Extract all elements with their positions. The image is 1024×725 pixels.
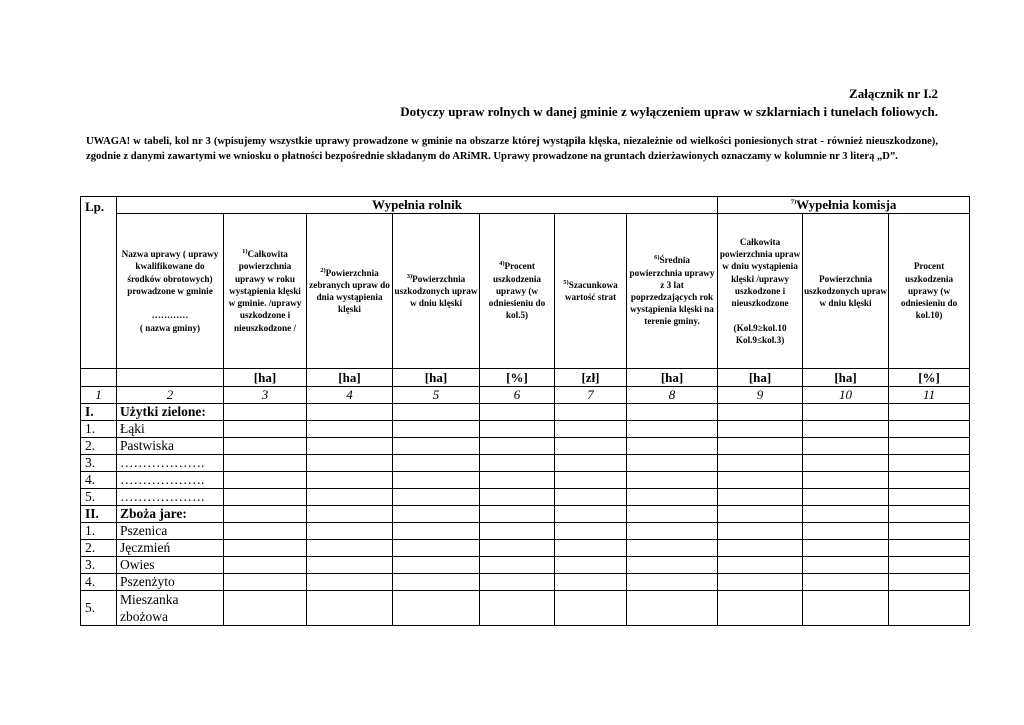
col9-header: Całkowita powierzchnia upraw w dniu wystąpienia klęski /uprawy uszkodzone i nieuszkodzone (Kol.9≥kol.10 Kol.9≤kol.3) (718, 214, 803, 369)
row-crop-name: Pastwiska (117, 438, 224, 455)
table-row (81, 591, 970, 626)
row-lp: 5. (81, 591, 117, 626)
empty-data-cell[interactable] (555, 421, 627, 438)
empty-data-cell[interactable] (224, 404, 307, 421)
column-number: 3 (224, 387, 307, 404)
empty-data-cell[interactable] (627, 421, 718, 438)
row-crop-name: Pszenżyto (117, 574, 224, 591)
empty-data-cell[interactable] (307, 540, 393, 557)
empty-data-cell[interactable] (718, 455, 803, 472)
table-row (81, 540, 970, 557)
empty-data-cell[interactable] (803, 574, 889, 591)
unit-cell-empty (117, 369, 224, 387)
empty-data-cell[interactable] (307, 523, 393, 540)
empty-data-cell[interactable] (889, 421, 970, 438)
empty-data-cell[interactable] (480, 591, 555, 626)
empty-data-cell[interactable] (393, 540, 480, 557)
col3-header: $^{1)}$Całkowita powierzchnia uprawy w roku wystąpienia klęski w gminie. /uprawy uszkodzone i nieuszkodzone / (224, 214, 307, 369)
empty-data-cell[interactable] (627, 438, 718, 455)
column-number: 2 (117, 387, 224, 404)
empty-data-cell[interactable] (627, 557, 718, 574)
empty-data-cell[interactable] (555, 472, 627, 489)
empty-data-cell[interactable] (224, 574, 307, 591)
empty-data-cell[interactable] (889, 557, 970, 574)
empty-data-cell[interactable] (480, 523, 555, 540)
empty-data-cell[interactable] (480, 472, 555, 489)
empty-data-cell[interactable] (718, 557, 803, 574)
empty-data-cell[interactable] (889, 404, 970, 421)
column-number: 1 (81, 387, 117, 404)
empty-data-cell[interactable] (718, 574, 803, 591)
unit-cell: [ha] (718, 369, 803, 387)
empty-data-cell[interactable] (803, 506, 889, 523)
column-number: 5 (393, 387, 480, 404)
row-crop-name: Owies (117, 557, 224, 574)
unit-cell: [%] (889, 369, 970, 387)
empty-data-cell[interactable] (307, 438, 393, 455)
row-lp: 4. (81, 574, 117, 591)
table-row (81, 421, 970, 438)
empty-data-cell[interactable] (718, 540, 803, 557)
empty-data-cell[interactable] (889, 574, 970, 591)
empty-data-cell[interactable] (480, 540, 555, 557)
row-lp: 3. (81, 455, 117, 472)
empty-data-cell[interactable] (224, 421, 307, 438)
empty-data-cell[interactable] (224, 472, 307, 489)
empty-data-cell[interactable] (555, 489, 627, 506)
empty-data-cell[interactable] (627, 404, 718, 421)
empty-data-cell[interactable] (627, 591, 718, 626)
empty-data-cell[interactable] (555, 506, 627, 523)
section-row (81, 404, 970, 421)
row-lp: II. (81, 506, 117, 523)
empty-data-cell[interactable] (718, 421, 803, 438)
empty-data-cell[interactable] (803, 591, 889, 626)
empty-data-cell[interactable] (803, 540, 889, 557)
row-crop-name: Mieszanka zbożowa (117, 591, 224, 626)
unit-cell: [ha] (224, 369, 307, 387)
empty-data-cell[interactable] (889, 523, 970, 540)
row-lp: 1. (81, 523, 117, 540)
table-row (81, 438, 970, 455)
empty-data-cell[interactable] (803, 523, 889, 540)
empty-data-cell[interactable] (393, 506, 480, 523)
empty-data-cell[interactable] (803, 472, 889, 489)
empty-data-cell[interactable] (224, 523, 307, 540)
row-crop-name: Łąki (117, 421, 224, 438)
col7-header: $^{5)}$Szacunkowa wartość strat (555, 214, 627, 369)
empty-data-cell[interactable] (393, 523, 480, 540)
empty-data-cell[interactable] (393, 438, 480, 455)
row-lp: 1. (81, 421, 117, 438)
col10-header: Powierzchnia uszkodzonych upraw w dniu klęski (803, 214, 889, 369)
empty-data-cell[interactable] (224, 489, 307, 506)
empty-data-cell[interactable] (307, 591, 393, 626)
empty-data-cell[interactable] (307, 489, 393, 506)
empty-data-cell[interactable] (803, 438, 889, 455)
empty-data-cell[interactable] (224, 591, 307, 626)
annex-subject: Dotyczy upraw rolnych w danej gminie z wyłączeniem upraw w szklarniach i tunelach foliowych. (400, 104, 938, 119)
unit-cell: [ha] (627, 369, 718, 387)
empty-data-cell[interactable] (555, 438, 627, 455)
empty-data-cell[interactable] (307, 574, 393, 591)
row-crop-name: Jęczmień (117, 540, 224, 557)
column-number: 7 (555, 387, 627, 404)
unit-cell: [zł] (555, 369, 627, 387)
row-lp: 5. (81, 489, 117, 506)
empty-data-cell[interactable] (889, 472, 970, 489)
row-lp: 2. (81, 540, 117, 557)
annex-number: Załącznik nr I.2 (849, 86, 938, 101)
empty-data-cell[interactable] (393, 421, 480, 438)
empty-data-cell[interactable] (307, 472, 393, 489)
empty-data-cell[interactable] (803, 489, 889, 506)
empty-data-cell[interactable] (627, 489, 718, 506)
row-lp: 3. (81, 557, 117, 574)
row-name-placeholder[interactable]: ………………. (117, 489, 224, 506)
table-row (81, 472, 970, 489)
empty-data-cell[interactable] (627, 455, 718, 472)
empty-data-cell[interactable] (718, 438, 803, 455)
section-row (81, 506, 970, 523)
unit-cell-empty (81, 369, 117, 387)
row-lp: I. (81, 404, 117, 421)
row-lp: 4. (81, 472, 117, 489)
empty-data-cell[interactable] (555, 591, 627, 626)
empty-data-cell[interactable] (307, 421, 393, 438)
unit-cell: [ha] (803, 369, 889, 387)
empty-data-cell[interactable] (889, 540, 970, 557)
empty-data-cell[interactable] (718, 404, 803, 421)
empty-data-cell[interactable] (803, 455, 889, 472)
empty-data-cell[interactable] (393, 472, 480, 489)
empty-data-cell[interactable] (803, 404, 889, 421)
empty-data-cell[interactable] (224, 455, 307, 472)
crop-damage-table (80, 196, 970, 626)
column-number: 6 (480, 387, 555, 404)
column-number: 8 (627, 387, 718, 404)
group-rolnik-header: Wypełnia rolnik (117, 197, 718, 214)
column-number: 4 (307, 387, 393, 404)
empty-data-cell[interactable] (627, 472, 718, 489)
empty-data-cell[interactable] (555, 455, 627, 472)
unit-cell: [%] (480, 369, 555, 387)
empty-data-cell[interactable] (555, 540, 627, 557)
empty-data-cell[interactable] (480, 421, 555, 438)
column-number: 10 (803, 387, 889, 404)
row-crop-name: Zboża jare: (117, 506, 224, 523)
col11-header: Procent uszkodzenia uprawy (w odniesieniu do kol.10) (889, 214, 970, 369)
table-row (81, 489, 970, 506)
table-row (81, 574, 970, 591)
empty-data-cell[interactable] (224, 557, 307, 574)
row-lp: 2. (81, 438, 117, 455)
empty-data-cell[interactable] (627, 540, 718, 557)
crop-rows (81, 404, 970, 626)
empty-data-cell[interactable] (307, 404, 393, 421)
empty-data-cell[interactable] (480, 404, 555, 421)
table-row (81, 557, 970, 574)
empty-data-cell[interactable] (718, 489, 803, 506)
unit-cell: [ha] (307, 369, 393, 387)
empty-data-cell[interactable] (718, 523, 803, 540)
table-row (81, 523, 970, 540)
empty-data-cell[interactable] (307, 557, 393, 574)
table-row (81, 455, 970, 472)
empty-data-cell[interactable] (393, 404, 480, 421)
column-numbers-row (81, 387, 970, 404)
empty-data-cell[interactable] (555, 523, 627, 540)
empty-data-cell[interactable] (889, 591, 970, 626)
group-komisja-header: $^{7)}$Wypełnia komisja (718, 197, 970, 214)
empty-data-cell[interactable] (393, 557, 480, 574)
units-row (81, 369, 970, 387)
column-number: 9 (718, 387, 803, 404)
empty-data-cell[interactable] (555, 404, 627, 421)
row-name-placeholder[interactable]: ………………. (117, 455, 224, 472)
empty-data-cell[interactable] (393, 591, 480, 626)
empty-data-cell[interactable] (224, 438, 307, 455)
row-crop-name: Pszenica (117, 523, 224, 540)
row-crop-name: Użytki zielone: (117, 404, 224, 421)
empty-data-cell[interactable] (393, 574, 480, 591)
column-number: 11 (889, 387, 970, 404)
empty-data-cell[interactable] (889, 506, 970, 523)
empty-data-cell[interactable] (889, 455, 970, 472)
empty-data-cell[interactable] (480, 506, 555, 523)
col6-header: $^{4)}$Procent uszkodzenia uprawy (w odniesieniu do kol.5) (480, 214, 555, 369)
empty-data-cell[interactable] (393, 489, 480, 506)
empty-data-cell[interactable] (627, 523, 718, 540)
empty-data-cell[interactable] (224, 540, 307, 557)
unit-cell: [ha] (393, 369, 480, 387)
warning-note: UWAGA! w tabeli, kol nr 3 (wpisujemy wszystkie uprawy prowadzone w gminie na obszarze której wystąpiła klęska, niezależnie od wielkości poniesionych strat - również nieuszkodzone), zgodnie z danymi zawartymi we wniosku o płatności bezpośrednie składanym do ARiMR. Uprawy prowadzone na gruntach dzierżawionych oznaczamy w kolumnie nr 3 literą „D”. (86, 136, 938, 162)
empty-data-cell[interactable] (393, 455, 480, 472)
empty-data-cell[interactable] (480, 455, 555, 472)
empty-data-cell[interactable] (889, 489, 970, 506)
col2-header: Nazwa uprawy ( uprawy kwalifikowane do środków obrotowych) prowadzone w gminie ………… ( nazwa gminy) (117, 214, 224, 369)
empty-data-cell[interactable] (889, 438, 970, 455)
col4-header: $^{2)}$Powierzchnia zebranych upraw do dnia wystąpienia klęski (307, 214, 393, 369)
row-name-placeholder[interactable]: ………………. (117, 472, 224, 489)
empty-data-cell[interactable] (718, 472, 803, 489)
empty-data-cell[interactable] (718, 591, 803, 626)
empty-data-cell[interactable] (224, 506, 307, 523)
empty-data-cell[interactable] (627, 574, 718, 591)
col8-header: $^{6)}$Średnia powierzchnia uprawy z 3 lat poprzedzających rok wystąpienia klęski na terenie gminy. (627, 214, 718, 369)
empty-data-cell[interactable] (307, 455, 393, 472)
empty-data-cell[interactable] (480, 438, 555, 455)
empty-data-cell[interactable] (555, 557, 627, 574)
empty-data-cell[interactable] (480, 489, 555, 506)
empty-data-cell[interactable] (803, 421, 889, 438)
col5-header: $^{3)}$Powierzchnia uszkodzonych upraw w dniu klęski (393, 214, 480, 369)
empty-data-cell[interactable] (803, 557, 889, 574)
empty-data-cell[interactable] (480, 574, 555, 591)
empty-data-cell[interactable] (627, 506, 718, 523)
empty-data-cell[interactable] (555, 574, 627, 591)
empty-data-cell[interactable] (718, 506, 803, 523)
empty-data-cell[interactable] (307, 506, 393, 523)
empty-data-cell[interactable] (480, 557, 555, 574)
lp-header: Lp. (81, 197, 117, 369)
